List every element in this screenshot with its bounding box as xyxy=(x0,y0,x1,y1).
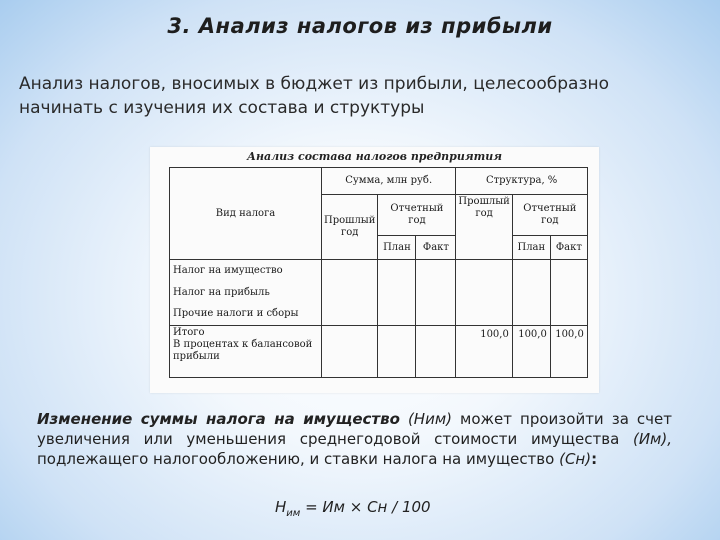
header-struct-report-year: Отчетный год xyxy=(512,195,587,236)
total-struct-fact: 100,0 xyxy=(550,326,587,378)
explanation-text-1: может произойти за счет увеличения или уменьшения среднегодовой стоимости имущества xyxy=(37,410,672,448)
tax-composition-table xyxy=(169,167,588,378)
slide-title: 3. Анализ налогов из прибыли xyxy=(167,14,553,38)
header-sum: Сумма, млн руб. xyxy=(322,168,456,195)
row-label-property-tax: Налог на имущество xyxy=(170,260,322,282)
row-label-other-taxes: Прочие налоги и сборы xyxy=(170,304,322,326)
formula xyxy=(275,498,431,519)
header-sum-plan: План xyxy=(378,236,416,260)
total-struct-prev: 100,0 xyxy=(456,326,512,378)
im-symbol: (Им), xyxy=(632,430,672,448)
formula-lhs-subscript: им xyxy=(286,508,301,519)
total-percent-label: В процентах к балансовой прибыли xyxy=(173,339,313,362)
header-tax-type: Вид налога xyxy=(170,168,322,260)
formula-lhs: Н xyxy=(275,498,287,516)
nim-symbol: (Ним) xyxy=(399,410,452,428)
header-sum-report-year: Отчетный год xyxy=(378,195,456,236)
intro-text xyxy=(19,72,709,120)
explanation-text-2: подлежащего налогообложению, и ставки налога на имущество xyxy=(37,450,560,468)
header-sum-prev-year: Прошлый год xyxy=(322,195,378,260)
formula-rhs: = Им × Сн / 100 xyxy=(300,498,431,516)
intro-line-1: Анализ налогов, вносимых в бюджет из прибыли, целесообразно xyxy=(19,74,609,94)
scanned-table-image xyxy=(150,147,599,393)
header-sum-fact: Факт xyxy=(416,236,456,260)
explanation-colon: : xyxy=(591,450,598,468)
table-title: Анализ состава налогов предприятия xyxy=(247,150,502,163)
explanation-paragraph xyxy=(37,409,672,469)
header-struct-prev-year: Прошлый год xyxy=(456,195,512,260)
total-label: Итого xyxy=(173,327,205,338)
explanation-phrase: Изменение суммы налога на имущество xyxy=(37,410,400,428)
intro-line-2: начинать с изучения их состава и структуры xyxy=(19,98,425,118)
row-total xyxy=(170,326,322,378)
row-label-profit-tax: Налог на прибыль xyxy=(170,282,322,304)
header-struct-fact: Факт xyxy=(550,236,587,260)
sn-symbol: (Сн) xyxy=(559,450,592,468)
total-struct-plan: 100,0 xyxy=(512,326,550,378)
header-struct-plan: План xyxy=(512,236,550,260)
header-structure: Структура, % xyxy=(456,168,587,195)
